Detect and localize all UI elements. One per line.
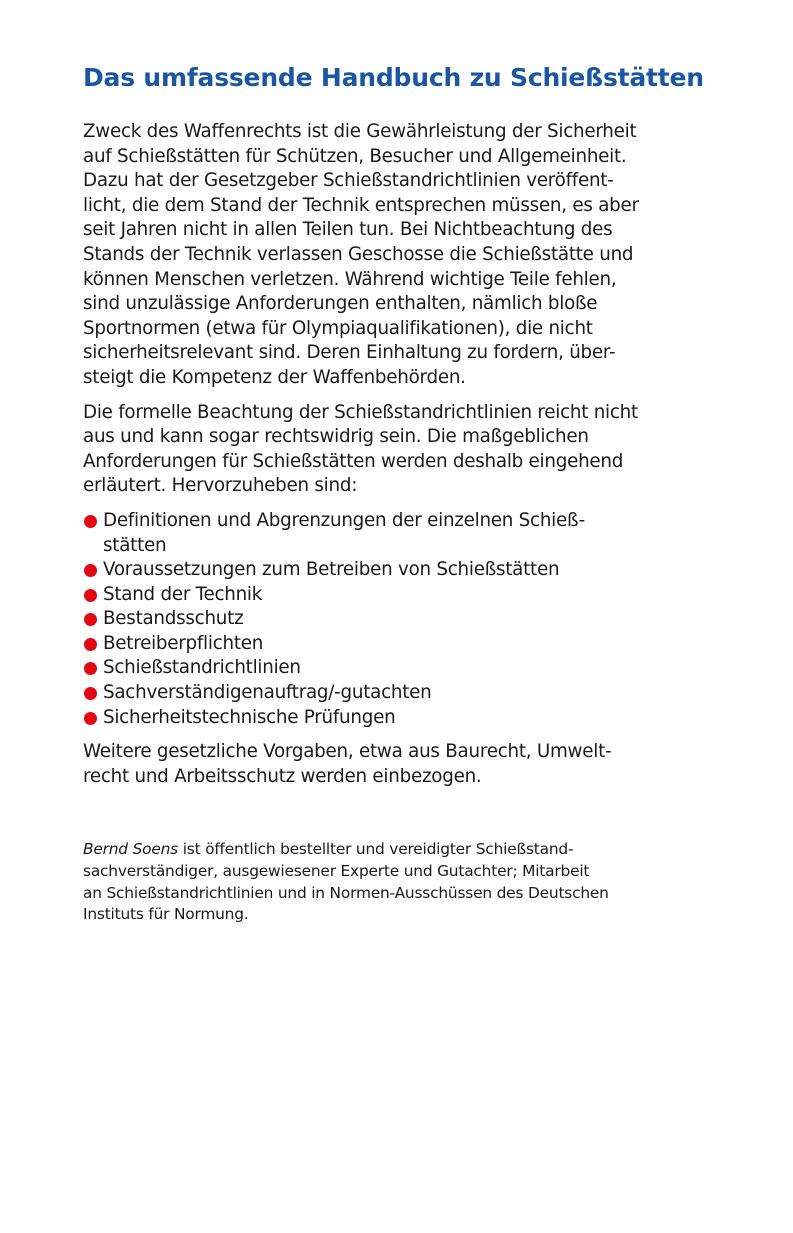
paragraph-line: licht, die dem Stand der Technik entsprechen müssen, es aber	[83, 194, 639, 216]
list-item	[83, 706, 708, 731]
list-item-line: Schießstandrichtlinien	[103, 657, 301, 679]
paragraph-line: Sportnormen (etwa für Olympiaqualifikationen), die nicht	[83, 317, 593, 339]
paragraph-line: sind unzulässige Anforderungen enthalten, nämlich bloße	[83, 293, 598, 315]
author-bio	[83, 839, 708, 925]
paragraph-line: recht und Arbeitsschutz werden einbezogen.	[83, 765, 482, 787]
paragraph-line: seit Jahren nicht in allen Teilen tun. Bei Nichtbeachtung des	[83, 219, 613, 241]
list-item-line: Bestandsschutz	[103, 608, 244, 630]
bullet-dot-icon	[84, 515, 97, 528]
list-item	[83, 583, 708, 608]
list-item-line: Definitionen und Abgrenzungen der einzelnen Schieß-	[103, 509, 585, 531]
list-item	[83, 632, 708, 657]
paragraph-line: sicherheitsrelevant sind. Deren Einhaltung zu fordern, über-	[83, 342, 616, 364]
paragraph-line: Anforderungen für Schießstätten werden deshalb eingehend	[83, 450, 624, 472]
bullet-dot-icon	[84, 638, 97, 651]
paragraph-line: Dazu hat der Gesetzgeber Schießstandrichtlinien veröffent-	[83, 170, 614, 192]
paragraph-line: aus und kann sogar rechtswidrig sein. Die maßgeblichen	[83, 426, 589, 448]
author-bio-line: an Schießstandrichtlinien und in Normen-Ausschüssen des Deutschen	[83, 883, 609, 902]
bullet-dot-icon	[84, 712, 97, 725]
list-item	[83, 681, 708, 706]
paragraph-line: Stands der Technik verlassen Geschosse die Schießstätte und	[83, 243, 634, 265]
bullet-dot-icon	[84, 662, 97, 675]
paragraph-line: Die formelle Beachtung der Schießstandrichtlinien reicht nicht	[83, 401, 638, 423]
bullet-dot-icon	[84, 687, 97, 700]
list-item	[83, 656, 708, 681]
author-bio-text: ist öffentlich bestellter und vereidigter Schießstand-	[178, 840, 574, 859]
paragraph-line: erläutert. Hervorzuheben sind:	[83, 475, 358, 497]
author-bio-line: sachverständiger, ausgewiesener Experte und Gutachter; Mitarbeit	[83, 862, 590, 881]
list-item-line: Sachverständigenauftrag/-gutachten	[103, 682, 432, 704]
list-item-line: Stand der Technik	[103, 583, 263, 605]
back-cover-text	[83, 60, 708, 926]
list-item-line: Betreiberpflichten	[103, 632, 264, 654]
intro-paragraph	[83, 120, 708, 391]
bullet-dot-icon	[84, 613, 97, 626]
list-item	[83, 509, 708, 558]
list-item	[83, 607, 708, 632]
paragraph-line: Weitere gesetzliche Vorgaben, etwa aus Baurecht, Umwelt-	[83, 741, 612, 763]
list-item-line: Sicherheitstechnische Prüfungen	[103, 706, 396, 728]
bullet-dot-icon	[84, 564, 97, 577]
author-bio-line	[83, 839, 708, 861]
list-item-line: Voraussetzungen zum Betreiben von Schießstätten	[103, 559, 560, 581]
paragraph-line: können Menschen verletzen. Während wichtige Teile fehlen,	[83, 268, 617, 290]
bullet-dot-icon	[84, 589, 97, 602]
list-item	[83, 558, 708, 583]
list-item-line: stätten	[103, 534, 167, 556]
author-name: Bernd Soens	[83, 840, 178, 859]
page-title: Das umfassende Handbuch zu Schießstätten	[83, 63, 704, 92]
paragraph-line: Zweck des Waffenrechts ist die Gewährleistung der Sicherheit	[83, 121, 637, 142]
paragraph-line: steigt die Kompetenz der Waffenbehörden.	[83, 366, 466, 388]
author-bio-line: Instituts für Normung.	[83, 905, 249, 924]
closing-paragraph	[83, 740, 708, 789]
requirements-paragraph	[83, 401, 708, 499]
paragraph-line: auf Schießstätten für Schützen, Besucher und Allgemeinheit.	[83, 145, 627, 167]
topic-list	[83, 509, 708, 730]
